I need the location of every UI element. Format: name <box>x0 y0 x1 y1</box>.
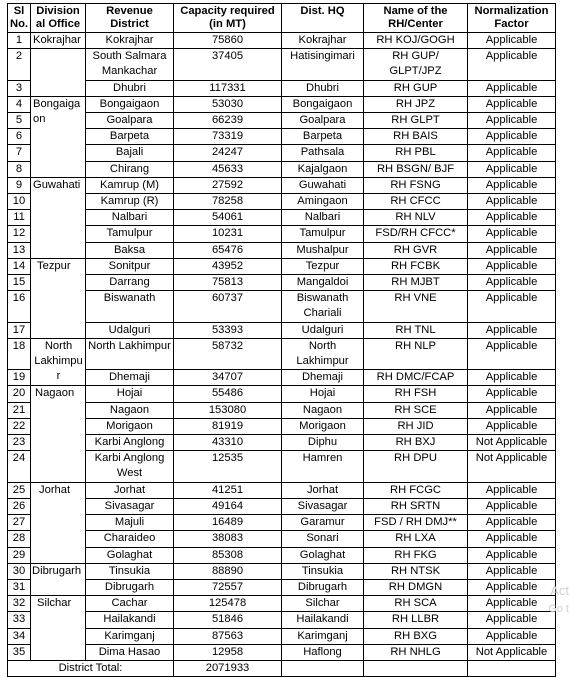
hq-cell: Kajalgaon <box>282 161 364 177</box>
sl-cell: 8 <box>8 161 31 177</box>
watermark-text-2: Go t <box>548 603 569 615</box>
norm-cell: Not Applicable <box>468 451 556 482</box>
table-row <box>8 628 556 644</box>
district-cell: Udalguri <box>86 322 174 338</box>
rh-cell: RH GLPT <box>364 113 468 129</box>
hq-cell: Guwahati <box>282 177 364 193</box>
sl-cell: 14 <box>8 258 31 274</box>
norm-cell: Applicable <box>468 226 556 242</box>
district-cell: Barpeta <box>86 129 174 145</box>
district-cell: Dhemaji <box>86 370 174 386</box>
norm-cell: Applicable <box>468 515 556 531</box>
sl-cell: 19 <box>8 370 31 386</box>
table-row <box>8 386 556 402</box>
capacity-cell: 43952 <box>174 258 282 274</box>
table-row <box>8 226 556 242</box>
sl-cell: 18 <box>8 338 31 369</box>
district-cell: Kokrajhar <box>86 33 174 49</box>
district-cell: Biswanath <box>86 291 174 322</box>
sl-cell: 33 <box>8 612 31 628</box>
sl-cell: 13 <box>8 242 31 258</box>
rh-cell: RH BAIS <box>364 129 468 145</box>
sl-cell: 24 <box>8 451 31 482</box>
hq-cell: Hailakandi <box>282 612 364 628</box>
rh-cell: RH CFCC <box>364 194 468 210</box>
norm-cell: Applicable <box>468 418 556 434</box>
sl-cell: 28 <box>8 531 31 547</box>
district-cell: Karbi Anglong West <box>86 451 174 482</box>
division-cell: Tezpur <box>31 258 86 338</box>
hq-cell: Amingaon <box>282 194 364 210</box>
rh-cell: RH FSH <box>364 386 468 402</box>
division-cell <box>31 49 86 97</box>
capacity-cell: 45633 <box>174 161 282 177</box>
district-cell: Baksa <box>86 242 174 258</box>
sl-cell: 26 <box>8 498 31 514</box>
hq-cell: Mushalpur <box>282 242 364 258</box>
sl-cell: 1 <box>8 33 31 49</box>
rh-cell: RH JID <box>364 418 468 434</box>
hq-cell: Morigaon <box>282 418 364 434</box>
table-row <box>8 547 556 563</box>
hq-cell: Golaghat <box>282 547 364 563</box>
rh-cell: RH NLV <box>364 210 468 226</box>
sl-cell: 6 <box>8 129 31 145</box>
division-cell: Nagaon <box>31 386 86 482</box>
district-cell: Nagaon <box>86 402 174 418</box>
capacity-cell: 43310 <box>174 435 282 451</box>
division-cell: Dibrugarh <box>31 563 86 595</box>
sl-cell: 34 <box>8 628 31 644</box>
table-row <box>8 129 556 145</box>
hq-cell: Dhemaji <box>282 370 364 386</box>
table-row <box>8 145 556 161</box>
hq-cell: Barpeta <box>282 129 364 145</box>
table-row <box>8 563 556 579</box>
sl-cell: 25 <box>8 482 31 498</box>
district-cell: Hojai <box>86 386 174 402</box>
hq-cell: Tamulpur <box>282 226 364 242</box>
norm-cell: Applicable <box>468 322 556 338</box>
rh-cell: RH GUP <box>364 80 468 96</box>
table-row <box>8 482 556 498</box>
rh-cell: RH LXA <box>364 531 468 547</box>
capacity-cell: 51846 <box>174 612 282 628</box>
rh-cell: RH NLP <box>364 338 468 369</box>
capacity-cell: 34707 <box>174 370 282 386</box>
rh-cell: RH FCGC <box>364 482 468 498</box>
norm-cell: Applicable <box>468 275 556 291</box>
table-row <box>8 242 556 258</box>
rh-cell: RH KOJ/GOGH <box>364 33 468 49</box>
sl-cell: 21 <box>8 402 31 418</box>
rh-cell: FSD/RH CFCC* <box>364 226 468 242</box>
norm-cell: Applicable <box>468 129 556 145</box>
capacity-cell: 125478 <box>174 596 282 612</box>
capacity-cell: 16489 <box>174 515 282 531</box>
capacity-cell: 10231 <box>174 226 282 242</box>
sl-cell: 35 <box>8 644 31 660</box>
sl-cell: 5 <box>8 113 31 129</box>
hq-cell: Nalbari <box>282 210 364 226</box>
capacity-cell: 12958 <box>174 644 282 660</box>
district-cell: Karimganj <box>86 628 174 644</box>
norm-cell: Applicable <box>468 291 556 322</box>
norm-cell: Applicable <box>468 145 556 161</box>
rh-cell: RH LLBR <box>364 612 468 628</box>
district-cell: Tinsukia <box>86 563 174 579</box>
rh-cell: RH FSNG <box>364 177 468 193</box>
sl-cell: 11 <box>8 210 31 226</box>
district-cell: Sivasagar <box>86 498 174 514</box>
capacity-cell: 27592 <box>174 177 282 193</box>
sl-cell: 31 <box>8 579 31 595</box>
district-cell: South Salmara Mankachar <box>86 49 174 80</box>
norm-cell: Applicable <box>468 33 556 49</box>
capacity-cell: 87563 <box>174 628 282 644</box>
district-cell: Charaideo <box>86 531 174 547</box>
sl-cell: 4 <box>8 96 31 112</box>
capacity-cell: 38083 <box>174 531 282 547</box>
norm-cell: Applicable <box>468 531 556 547</box>
hq-cell: Garamur <box>282 515 364 531</box>
division-cell: Jorhat <box>31 482 86 563</box>
norm-cell: Applicable <box>468 177 556 193</box>
sl-cell: 23 <box>8 435 31 451</box>
capacity-cell: 53393 <box>174 322 282 338</box>
district-cell: Morigaon <box>86 418 174 434</box>
watermark-text-1: Act <box>550 583 569 598</box>
capacity-cell: 78258 <box>174 194 282 210</box>
table-row <box>8 435 556 451</box>
sl-cell: 27 <box>8 515 31 531</box>
table-row <box>8 596 556 612</box>
hq-cell: Mangaldoi <box>282 275 364 291</box>
capacity-cell: 37405 <box>174 49 282 80</box>
district-cell: Bongaigaon <box>86 96 174 112</box>
table-row <box>8 177 556 193</box>
district-cell: Jorhat <box>86 482 174 498</box>
hq-cell: North Lakhimpur <box>282 338 364 369</box>
capacity-cell: 49164 <box>174 498 282 514</box>
capacity-table <box>7 3 556 677</box>
hq-cell: Silchar <box>282 596 364 612</box>
district-cell: Darrang <box>86 275 174 291</box>
table-row <box>8 370 556 386</box>
hq-cell: Dhubri <box>282 80 364 96</box>
district-cell: Kamrup (R) <box>86 194 174 210</box>
header-sl: Sl No. <box>8 4 31 33</box>
sl-cell: 3 <box>8 80 31 96</box>
hq-cell: Nagaon <box>282 402 364 418</box>
capacity-cell: 117331 <box>174 80 282 96</box>
rh-cell: FSD / RH DMJ** <box>364 515 468 531</box>
hq-cell: Hamren <box>282 451 364 482</box>
header-district: Revenue District <box>86 4 174 33</box>
norm-cell: Applicable <box>468 498 556 514</box>
rh-cell: RH DMC/FCAP <box>364 370 468 386</box>
district-cell: Dibrugarh <box>86 579 174 595</box>
capacity-cell: 65476 <box>174 242 282 258</box>
sl-cell: 30 <box>8 563 31 579</box>
capacity-cell: 24247 <box>174 145 282 161</box>
capacity-cell: 55486 <box>174 386 282 402</box>
district-cell: Golaghat <box>86 547 174 563</box>
district-cell: Sonitpur <box>86 258 174 274</box>
hq-cell: Sonari <box>282 531 364 547</box>
capacity-cell: 72557 <box>174 579 282 595</box>
district-cell: Dhubri <box>86 80 174 96</box>
district-cell: North Lakhimpur <box>86 338 174 369</box>
hq-cell: Udalguri <box>282 322 364 338</box>
rh-cell: RH SCA <box>364 596 468 612</box>
hq-cell: Tezpur <box>282 258 364 274</box>
header-division: Division al Office <box>31 4 86 33</box>
norm-cell: Applicable <box>468 210 556 226</box>
norm-cell: Applicable <box>468 96 556 112</box>
hq-cell: Biswanath Chariali <box>282 291 364 322</box>
table-row <box>8 113 556 129</box>
sl-cell: 16 <box>8 291 31 322</box>
norm-cell: Applicable <box>468 386 556 402</box>
rh-cell: RH DMGN <box>364 579 468 595</box>
division-cell: Silchar <box>31 596 86 661</box>
norm-cell: Applicable <box>468 338 556 369</box>
capacity-cell: 41251 <box>174 482 282 498</box>
norm-cell: Applicable <box>468 612 556 628</box>
rh-cell: RH SRTN <box>364 498 468 514</box>
capacity-cell: 54061 <box>174 210 282 226</box>
rh-cell: RH SCE <box>364 402 468 418</box>
table-row <box>8 418 556 434</box>
rh-cell: RH BXJ <box>364 435 468 451</box>
sl-cell: 15 <box>8 275 31 291</box>
rh-cell: RH BXG <box>364 628 468 644</box>
table-row <box>8 338 556 369</box>
norm-cell: Applicable <box>468 80 556 96</box>
capacity-cell: 53030 <box>174 96 282 112</box>
norm-cell: Applicable <box>468 563 556 579</box>
capacity-cell: 66239 <box>174 113 282 129</box>
header-row <box>8 4 556 33</box>
table-row <box>8 80 556 96</box>
district-cell: Kamrup (M) <box>86 177 174 193</box>
hq-cell: Tinsukia <box>282 563 364 579</box>
norm-cell: Applicable <box>468 628 556 644</box>
rh-cell: RH VNE <box>364 291 468 322</box>
district-cell: Nalbari <box>86 210 174 226</box>
total-value: 2071933 <box>174 660 282 676</box>
sl-cell: 22 <box>8 418 31 434</box>
district-cell: Dima Hasao <box>86 644 174 660</box>
header-norm: Normalization Factor <box>468 4 556 33</box>
capacity-cell: 81919 <box>174 418 282 434</box>
rh-cell: RH MJBT <box>364 275 468 291</box>
district-cell: Majuli <box>86 515 174 531</box>
table-row <box>8 33 556 49</box>
table-row <box>8 258 556 274</box>
hq-cell: Pathsala <box>282 145 364 161</box>
division-cell: Guwahati <box>31 177 86 258</box>
norm-cell: Applicable <box>468 242 556 258</box>
table-row <box>8 644 556 660</box>
hq-cell: Karimganj <box>282 628 364 644</box>
district-cell: Hailakandi <box>86 612 174 628</box>
hq-cell: Sivasagar <box>282 498 364 514</box>
capacity-cell: 60737 <box>174 291 282 322</box>
rh-cell: RH GVR <box>364 242 468 258</box>
capacity-cell: 12535 <box>174 451 282 482</box>
total-label: District Total: <box>8 660 174 676</box>
table-row <box>8 96 556 112</box>
sl-cell: 10 <box>8 194 31 210</box>
hq-cell: Kokrajhar <box>282 33 364 49</box>
rh-cell: RH JPZ <box>364 96 468 112</box>
table-row <box>8 161 556 177</box>
rh-cell: RH GUP/ GLPT/JPZ <box>364 49 468 80</box>
table-row <box>8 49 556 80</box>
table-row <box>8 194 556 210</box>
capacity-cell: 58732 <box>174 338 282 369</box>
table-row <box>8 531 556 547</box>
norm-cell: Applicable <box>468 579 556 595</box>
norm-cell: Applicable <box>468 547 556 563</box>
hq-cell: Dibrugarh <box>282 579 364 595</box>
norm-cell: Applicable <box>468 482 556 498</box>
norm-cell: Not Applicable <box>468 435 556 451</box>
rh-cell: RH BSGN/ BJF <box>364 161 468 177</box>
norm-cell: Applicable <box>468 113 556 129</box>
hq-cell: Hatisingimari <box>282 49 364 80</box>
table-row <box>8 612 556 628</box>
header-rh: Name of the RH/Center <box>364 4 468 33</box>
sl-cell: 7 <box>8 145 31 161</box>
district-cell: Karbi Anglong <box>86 435 174 451</box>
hq-cell: Diphu <box>282 435 364 451</box>
header-hq: Dist. HQ <box>282 4 364 33</box>
norm-cell: Applicable <box>468 370 556 386</box>
division-cell: Kokrajhar <box>31 33 86 49</box>
district-cell: Bajali <box>86 145 174 161</box>
table-row <box>8 210 556 226</box>
table-row <box>8 451 556 482</box>
rh-cell: RH TNL <box>364 322 468 338</box>
norm-cell: Applicable <box>468 49 556 80</box>
rh-cell: RH DPU <box>364 451 468 482</box>
norm-cell: Applicable <box>468 258 556 274</box>
hq-cell: Hojai <box>282 386 364 402</box>
capacity-cell: 85308 <box>174 547 282 563</box>
hq-cell: Haflong <box>282 644 364 660</box>
district-cell: Cachar <box>86 596 174 612</box>
norm-cell: Applicable <box>468 161 556 177</box>
district-cell: Tamulpur <box>86 226 174 242</box>
capacity-cell: 75813 <box>174 275 282 291</box>
total-rh-blank <box>364 660 468 676</box>
table-row <box>8 402 556 418</box>
rh-cell: RH FKG <box>364 547 468 563</box>
table-row <box>8 322 556 338</box>
rh-cell: RH NTSK <box>364 563 468 579</box>
total-norm-blank <box>468 660 556 676</box>
hq-cell: Jorhat <box>282 482 364 498</box>
sl-cell: 17 <box>8 322 31 338</box>
rh-cell: RH PBL <box>364 145 468 161</box>
district-cell: Goalpara <box>86 113 174 129</box>
norm-cell: Applicable <box>468 194 556 210</box>
sl-cell: 29 <box>8 547 31 563</box>
sl-cell: 20 <box>8 386 31 402</box>
norm-cell: Applicable <box>468 596 556 612</box>
total-hq-blank <box>282 660 364 676</box>
hq-cell: Goalpara <box>282 113 364 129</box>
table-row <box>8 498 556 514</box>
table-row <box>8 579 556 595</box>
sl-cell: 2 <box>8 49 31 80</box>
norm-cell: Not Applicable <box>468 644 556 660</box>
table-row <box>8 275 556 291</box>
total-row <box>8 660 556 676</box>
capacity-cell: 88890 <box>174 563 282 579</box>
table-row <box>8 515 556 531</box>
capacity-cell: 73319 <box>174 129 282 145</box>
table-row <box>8 291 556 322</box>
sl-cell: 9 <box>8 177 31 193</box>
capacity-cell: 153080 <box>174 402 282 418</box>
division-cell: Bongaiga on <box>31 96 86 177</box>
hq-cell: Bongaigaon <box>282 96 364 112</box>
sl-cell: 12 <box>8 226 31 242</box>
norm-cell: Applicable <box>468 402 556 418</box>
district-cell: Chirang <box>86 161 174 177</box>
rh-cell: RH NHLG <box>364 644 468 660</box>
header-capacity: Capacity required (in MT) <box>174 4 282 33</box>
capacity-cell: 75860 <box>174 33 282 49</box>
rh-cell: RH FCBK <box>364 258 468 274</box>
division-cell: North Lakhimpu r <box>31 338 86 386</box>
sl-cell: 32 <box>8 596 31 612</box>
